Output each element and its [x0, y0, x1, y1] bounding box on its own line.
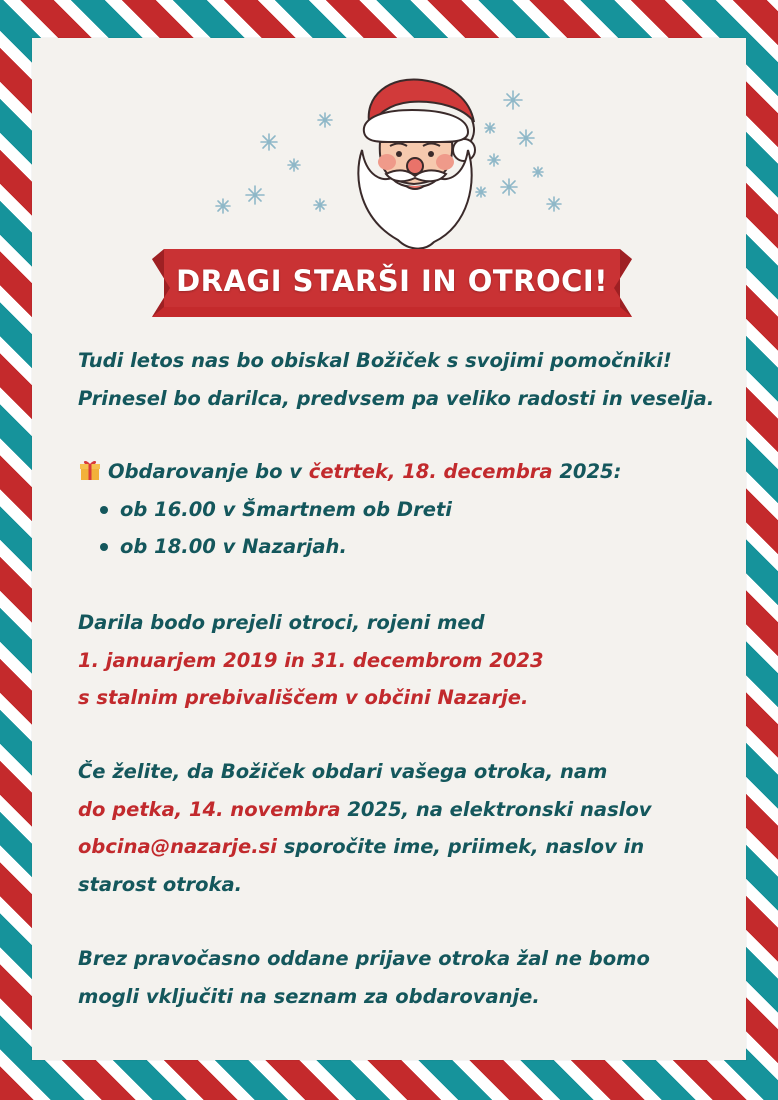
eligibility-dates: 1. januarjem 2019 in 31. decembrom 2023 [78, 648, 544, 672]
application-line [78, 828, 718, 866]
note-paragraph [78, 940, 718, 1015]
event-times-list [78, 491, 718, 566]
eligibility-paragraph [78, 604, 718, 717]
intro-line: Prinesel bo darilca, predvsem pa veliko radosti in veselja. [78, 386, 715, 410]
letter-paper [32, 38, 746, 1060]
application-line: starost otroka. [78, 872, 243, 896]
page-title: DRAGI STARŠI IN OTROCI! [176, 264, 608, 298]
note-line: mogli vključiti na seznam za obdarovanje. [78, 984, 540, 1008]
application-deadline: do petka, 14. novembra [78, 797, 341, 821]
application-paragraph [78, 753, 718, 903]
eligibility-residence: s stalnim prebivališčem v občini Nazarje. [78, 686, 529, 709]
intro-paragraph [78, 342, 718, 417]
event-line [78, 453, 718, 491]
application-line: Če želite, da Božiček obdari vašega otroka, nam [78, 760, 608, 783]
intro-line: Tudi letos nas bo obiskal Božiček s svojimi pomočniki! [78, 349, 672, 372]
eligibility-line: Darila bodo prejeli otroci, rojeni med [78, 611, 485, 634]
list-item: ob 18.00 v Nazarjah. [78, 528, 718, 566]
event-section [78, 453, 718, 566]
gift-icon [78, 458, 102, 482]
application-line [78, 791, 718, 829]
application-line-rest: 2025, na elektronski naslov [340, 797, 652, 821]
event-date: četrtek, 18. decembra [308, 460, 553, 483]
note-line: Brez pravočasno oddane prijave otroka žal ne bomo [78, 947, 650, 970]
email-link[interactable]: obcina@nazarje.si [78, 835, 277, 858]
santa-icon [202, 50, 582, 250]
list-item: ob 16.00 v Šmartnem ob Dreti [78, 491, 718, 529]
event-year: 2025: [552, 460, 622, 483]
application-line-rest: sporočite ime, priimek, naslov in [276, 835, 645, 858]
event-prefix: Obdarovanje bo v [108, 460, 309, 483]
